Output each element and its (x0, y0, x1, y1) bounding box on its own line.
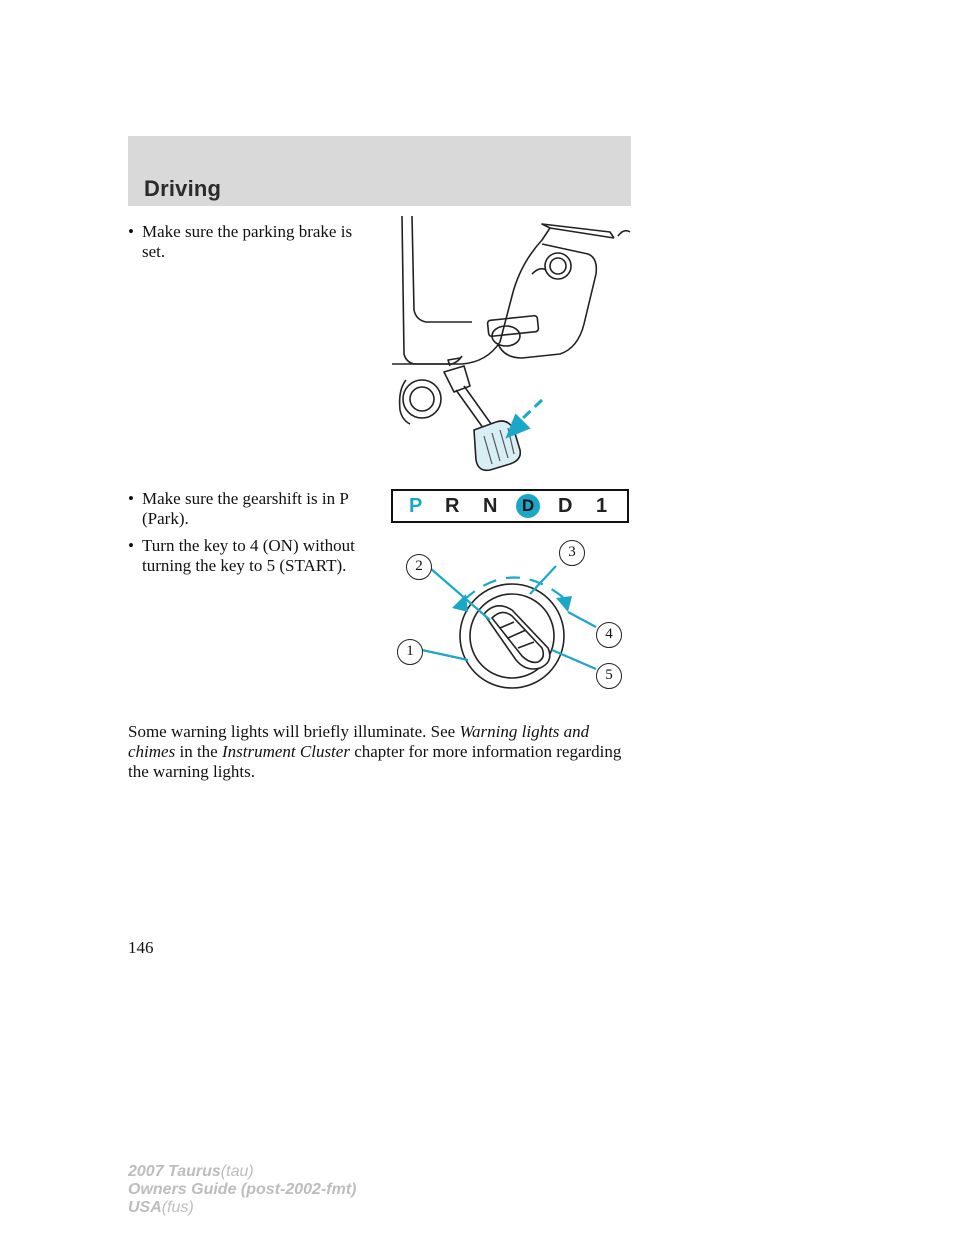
gear-letter-1: 1 (596, 495, 608, 517)
ignition-position-3: 3 (559, 540, 585, 566)
footer-market: USA (128, 1199, 162, 1216)
ignition-position-1: 1 (397, 639, 423, 665)
page-number: 146 (128, 938, 154, 957)
ignition-position-4: 4 (596, 622, 622, 648)
footer-market-code: (fus) (161, 1199, 194, 1216)
gear-letter-d: D (558, 495, 573, 517)
gear-letter-n: N (483, 495, 498, 517)
gear-indicator (391, 489, 629, 523)
bullet-parking-brake (128, 222, 378, 262)
bullet-symbol: • (128, 222, 134, 241)
bullet-text: Turn the key to 4 (ON) without turning the key to 5 (START). (142, 536, 355, 575)
bullet-ignition-key (128, 536, 378, 576)
gear-letter-p: P (409, 495, 423, 517)
footer-guide-title: Owners Guide (post-2002-fmt) (128, 1181, 357, 1198)
bullet-symbol: • (128, 536, 134, 555)
bullet-text: Make sure the parking brake is set. (142, 222, 353, 261)
footer-model-code: (tau) (220, 1163, 254, 1180)
paragraph-mid: in the (175, 742, 222, 761)
reference-instrument-cluster: Instrument Cluster (221, 742, 350, 761)
ignition-position-5: 5 (596, 663, 622, 689)
ignition-position-2: 2 (406, 554, 432, 580)
reference-warning-lights: Warning lights and chimes (128, 722, 590, 761)
bullet-gearshift (128, 489, 368, 529)
gear-letter-r: R (445, 495, 460, 517)
footer-model: 2007 Taurus (128, 1163, 221, 1180)
paragraph-tail: chapter for more information regarding the warning lights. (128, 742, 622, 781)
chapter-header-band (128, 136, 631, 206)
parking-brake-illustration (392, 214, 632, 476)
bullet-text: Make sure the gearshift is in P (Park). (142, 489, 349, 528)
warning-lights-paragraph (128, 722, 628, 782)
document-footer (128, 1163, 356, 1217)
chapter-title: Driving (144, 176, 222, 201)
paragraph-lead: Some warning lights will briefly illuminate. See (128, 722, 460, 741)
gear-letter-overdrive: D (516, 494, 540, 518)
bullet-symbol: • (128, 489, 134, 508)
